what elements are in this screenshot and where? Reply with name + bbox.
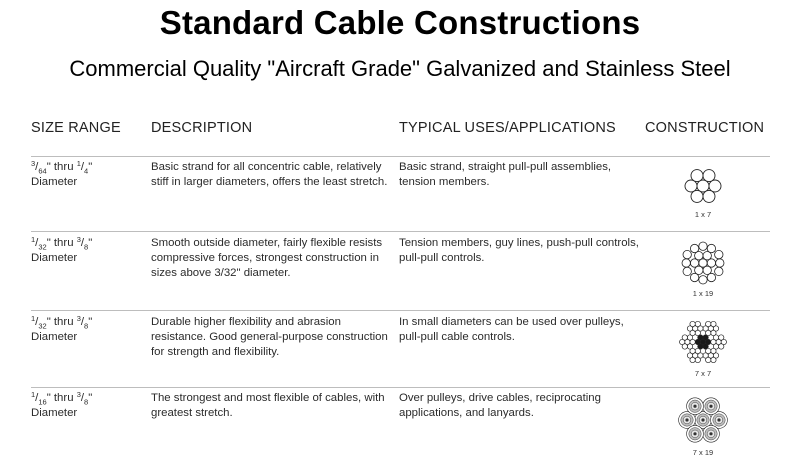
column-header-uses: TYPICAL USES/APPLICATIONS bbox=[399, 120, 616, 136]
column-header-size: SIZE RANGE bbox=[31, 120, 121, 136]
construction-label: 1 x 19 bbox=[692, 289, 714, 298]
typical-uses: Basic strand, straight pull-pull assemblies, tension members. bbox=[399, 161, 612, 188]
column-header-description: DESCRIPTION bbox=[151, 120, 253, 136]
row-divider bbox=[31, 310, 770, 311]
construction-label: 1 x 7 bbox=[694, 210, 712, 219]
row-divider bbox=[31, 387, 770, 388]
cable-1x19-diagram bbox=[673, 238, 733, 288]
typical-uses: Tension members, guy lines, push-pull controls, pull-pull controls. bbox=[399, 237, 639, 264]
description: Durable higher flexibility and abrasion resistance. Good general-purpose construction for strength and flexibility. bbox=[151, 316, 388, 358]
cable-1x7-diagram bbox=[673, 164, 733, 208]
construction-label: 7 x 7 bbox=[694, 369, 712, 378]
typical-uses: In small diameters can be used over pulleys, pull-pull cable controls. bbox=[399, 316, 624, 343]
size-range: $^1/_{16}$" thru $^3/_8$" Diameter bbox=[31, 390, 93, 419]
size-range: $^1/_{32}$" thru $^3/_8$" Diameter bbox=[31, 235, 93, 264]
typical-uses: Over pulleys, drive cables, reciprocating applications, and lanyards. bbox=[399, 392, 601, 419]
description: The strongest and most flexible of cables, with greatest stretch. bbox=[151, 392, 385, 419]
description: Basic strand for all concentric cable, relatively stiff in larger diameters, offers the least stretch. bbox=[151, 161, 388, 188]
page-title: Standard Cable Constructions bbox=[159, 4, 641, 41]
page-subtitle: Commercial Quality "Aircraft Grade" Galvanized and Stainless Steel bbox=[69, 56, 731, 81]
column-header-construction: CONSTRUCTION bbox=[645, 120, 765, 136]
description: Smooth outside diameter, fairly flexible resists compressive forces, strongest construction in sizes above 3/32" diameter. bbox=[151, 237, 383, 279]
row-divider bbox=[31, 231, 770, 232]
size-range: $^1/_{32}$" thru $^3/_8$" Diameter bbox=[31, 314, 93, 343]
size-range: $^3/_{64}$" thru $^1/_4$" Diameter bbox=[31, 159, 93, 188]
row-divider bbox=[31, 156, 770, 157]
cable-7x7-diagram bbox=[673, 316, 733, 368]
construction-label: 7 x 19 bbox=[692, 448, 714, 457]
cable-7x19-diagram bbox=[673, 393, 733, 447]
